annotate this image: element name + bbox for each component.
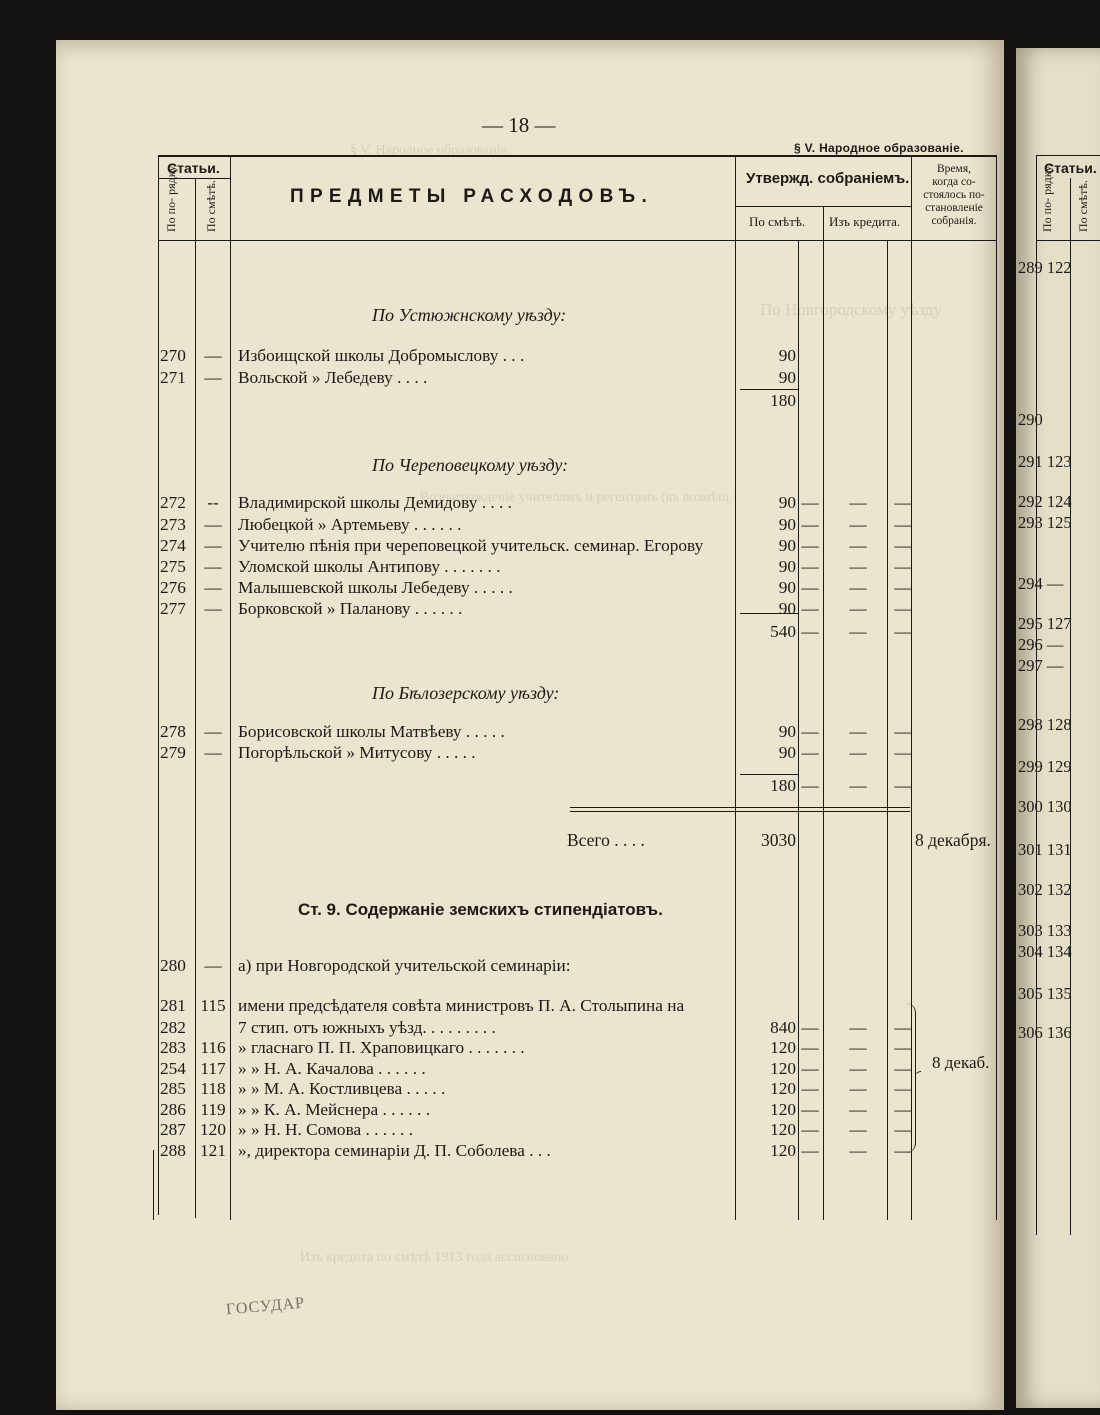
estimate-number: — [204,557,222,576]
row-dash: — [894,578,912,597]
row-amount: 180 [770,776,796,795]
row-description: Вольской » Лебедеву . . . . [238,368,428,387]
row-dash: — [894,622,912,641]
row-dash: — [894,557,912,576]
brace-date: 8 декаб. [932,1053,990,1072]
estimate-number: — [204,599,222,618]
header-time-line: стоялось по- [923,189,985,201]
row-dash: — [801,1079,819,1098]
row-description: Борисовской школы Матвѣеву . . . . . [238,722,505,741]
row-dash: — [849,536,867,555]
row-number: 272 [160,493,186,512]
row-amount: 120 [770,1059,796,1078]
row-dash: — [849,515,867,534]
row-dash: — [849,578,867,597]
expense-row [158,1099,998,1121]
header-time-line: становленіе [925,202,983,214]
section-title: § V. Народное образованіе. [794,141,964,155]
page-number: — 18 — [482,113,556,137]
row-description: » » Н. А. Качалова . . . . . . [238,1059,426,1078]
header-time-line: собранія. [931,215,977,227]
next-page-row: 304 134 [1018,942,1072,961]
row-number: 283 [160,1038,186,1057]
expense-row [158,1058,998,1080]
row-number: 277 [160,599,186,618]
header-time [914,163,994,228]
next-page-row: 297 — [1018,656,1064,675]
header-time-line: Время, [937,163,971,175]
estimate-number: — [204,722,222,741]
row-dash: — [801,776,819,795]
row-dash: — [801,599,819,618]
next-page-row: 303 133 [1018,921,1072,940]
estimate-number: — [204,578,222,597]
row-dash: — [894,1038,912,1057]
row-number: 279 [160,743,186,762]
row-description: Уломской школы Антипову . . . . . . . [238,557,501,576]
row-description: » » Н. Н. Сомова . . . . . . [238,1120,414,1139]
estimate-number: -- [207,493,219,512]
row-dash: — [894,493,912,512]
bleed-through-text: По Новгородскому уѣзду [760,300,942,319]
expense-row [158,995,998,1017]
row-number: 280 [160,956,186,975]
row-description: Малышевской школы Лебедеву . . . . . [238,578,513,597]
row-description: Учителю пѣнія при череповецкой учительск. семинар. Егорову [238,536,704,555]
next-header-po-poryadku: По по- рядку. [1040,163,1054,232]
row-amount: 90 [778,493,796,512]
header-time-line: когда со- [932,176,976,188]
row-amount: 90 [778,515,796,534]
row-description: Владимирской школы Демидову . . . . [238,493,512,512]
row-dash: — [849,599,867,618]
estimate-number: — [204,515,222,534]
row-dash: — [849,1038,867,1057]
expense-row [158,621,998,643]
row-dash: — [801,1059,819,1078]
next-page-row: 294 — [1018,574,1064,593]
expense-row [158,955,998,977]
row-amount: 540 [770,622,796,641]
expense-row [158,742,998,764]
row-dash: — [894,515,912,534]
expense-row [158,721,998,743]
expense-row [158,577,998,599]
expense-row [158,1017,998,1039]
expense-row [158,514,998,536]
estimate-number: 119 [200,1100,226,1119]
total-rule [570,811,910,812]
row-dash: — [894,536,912,555]
row-dash: — [849,743,867,762]
row-dash: — [849,1120,867,1139]
section-heading-cherepovets: По Череповецкому уѣзду: [372,455,569,475]
row-description: 7 стип. отъ южныхъ уѣзд. . . . . . . . . [238,1018,496,1037]
row-amount: 90 [778,722,796,741]
row-dash: — [801,743,819,762]
row-dash: — [801,536,819,555]
row-amount: 90 [778,743,796,762]
header-statyi: Статьи. [167,160,220,176]
library-stamp: ГОСУДАР [225,1294,306,1319]
row-dash: — [849,557,867,576]
row-description: » » К. А. Мейснера . . . . . . [238,1100,431,1119]
row-number: 287 [160,1120,186,1139]
next-page-row: 298 128 [1018,715,1072,734]
row-dash: — [894,1079,912,1098]
expense-row [158,345,998,367]
expense-row [158,1078,998,1100]
row-dash: — [849,776,867,795]
row-number: 278 [160,722,186,741]
estimate-number: — [204,743,222,762]
header-bottom-rule [158,240,996,241]
row-number: 286 [160,1100,186,1119]
row-amount: 90 [778,557,796,576]
row-dash: — [801,493,819,512]
row-description: », директора семинаріи Д. П. Соболева . . . [238,1141,551,1160]
row-amount: 120 [770,1079,796,1098]
row-amount: 840 [770,1018,796,1037]
row-amount: 120 [770,1100,796,1119]
row-number: 275 [160,557,186,576]
row-amount: 120 [770,1141,796,1160]
row-description: » гласнаго П. П. Храповицкаго . . . . . . . [238,1038,525,1057]
next-page-row: 300 130 [1018,797,1072,816]
row-dash: — [801,1038,819,1057]
next-col-divider [1070,178,1071,1235]
next-header-rule [1036,240,1100,241]
row-amount: 180 [770,391,796,410]
row-dash: — [801,1141,819,1160]
row-dash: — [894,776,912,795]
row-dash: — [801,578,819,597]
row-description: Борковской » Паланову . . . . . . [238,599,463,618]
expense-row [158,775,998,797]
row-dash: — [894,1120,912,1139]
section-heading-ustyuzhna: По Устюжнскому уѣзду: [372,305,567,325]
expense-row [158,367,998,389]
row-dash: — [894,1141,912,1160]
estimate-number: — [204,536,222,555]
section-heading-belozersk: По Бѣлозерскому уѣзду: [372,683,560,703]
header-po-poryadku: По по- рядку. [164,163,178,232]
row-dash: — [849,722,867,741]
header-title: ПРЕДМЕТЫ РАСХОДОВЪ. [290,186,654,207]
row-dash: — [801,1120,819,1139]
row-dash: — [801,1100,819,1119]
header-iz-kredita: Изъ кредита. [829,214,901,229]
group-brace [905,1003,916,1153]
expense-row [158,556,998,578]
row-dash: — [894,1018,912,1037]
expense-row [158,598,998,620]
row-dash: — [894,1100,912,1119]
row-dash: — [849,622,867,641]
row-dash: — [849,493,867,512]
row-dash: — [894,1059,912,1078]
estimate-number: 117 [200,1059,226,1078]
row-description: Погорѣльской » Митусову . . . . . [238,743,476,762]
expense-row [158,492,998,514]
row-amount: 90 [778,536,796,555]
row-dash: — [894,722,912,741]
row-number: 285 [160,1079,186,1098]
row-amount: 90 [778,599,796,618]
row-description: » » М. А. Костливцева . . . . . [238,1079,446,1098]
row-number: 282 [160,1018,186,1037]
row-description: Избоищской школы Добромыслову . . . [238,346,525,365]
row-dash: — [801,722,819,741]
row-amount: 90 [778,368,796,387]
next-page-row: 291 123 [1018,452,1072,471]
bleed-through-text: Вознагражденіе учителямъ и регентамъ (въ возмѣщ. [420,490,733,505]
row-number: 273 [160,515,186,534]
row-dash: — [849,1141,867,1160]
next-header-po-smete: По смѣтѣ. [1076,180,1090,232]
next-table-top-rule [1036,155,1100,156]
expense-row [158,535,998,557]
row-description: а) при Новгородской учительской семинаріи: [238,956,571,975]
next-page-row: 301 131 [1018,840,1072,859]
header-approved: Утвержд. собраніемъ. [746,170,910,187]
next-page-row: 292 124 [1018,492,1072,511]
bleed-through-text: Изъ кредита по смѣтѣ 1913 года ассигновано [300,1250,569,1265]
estimate-number: 116 [200,1038,226,1057]
header-po-smete: По смѣтѣ. [749,214,806,229]
row-dash: — [801,557,819,576]
row-amount: 120 [770,1038,796,1057]
next-col-divider [1036,155,1037,1235]
row-number: 271 [160,368,186,387]
expense-row [158,1140,998,1162]
estimate-number: — [204,956,222,975]
row-number: 288 [160,1141,186,1160]
next-page-row: 299 129 [1018,757,1072,776]
row-dash: — [894,599,912,618]
bleed-through-text: § V. Народное образованіе. [350,143,511,158]
article-9-title: Ст. 9. Содержаніе земскихъ стипендіатовъ. [298,900,663,919]
row-dash: — [849,1059,867,1078]
next-page-row: 296 — [1018,635,1064,654]
estimate-number: — [204,346,222,365]
table-top-rule [158,155,996,157]
row-number: 276 [160,578,186,597]
row-number: 281 [160,996,186,1015]
next-page-row: 295 127 [1018,614,1072,633]
header-po-smete-col: По смѣтѣ. [204,180,218,232]
row-description: Любецкой » Артемьеву . . . . . . [238,515,462,534]
next-page-row: 305 135 [1018,984,1072,1003]
row-amount: 90 [778,346,796,365]
estimate-number: 118 [200,1079,226,1098]
total-rule [570,807,910,808]
estimate-number: — [204,368,222,387]
row-number: 270 [160,346,186,365]
estimate-number: 121 [200,1141,226,1160]
row-dash: — [801,515,819,534]
estimate-number: 115 [200,996,226,1015]
next-page-row: 293 125 [1018,513,1072,532]
next-page-row: 306 136 [1018,1023,1072,1042]
next-page-row: 302 132 [1018,880,1072,899]
row-number: 274 [160,536,186,555]
next-page-row: 289 122 [1018,258,1072,277]
row-description: имени предсѣдателя совѣта министровъ П. А. Столыпина на [238,996,685,1015]
expense-row [158,1119,998,1141]
row-dash: — [801,622,819,641]
next-page-fragment [1016,48,1100,1408]
col-divider [153,1150,154,1220]
row-dash: — [849,1018,867,1037]
expense-row [158,390,998,412]
total-label: Всего . . . . [567,830,645,850]
row-dash: — [849,1079,867,1098]
row-number: 254 [160,1059,186,1078]
row-dash: — [894,743,912,762]
row-dash: — [801,1018,819,1037]
expense-row [158,1037,998,1059]
total-date: 8 декабря. [915,830,991,850]
estimate-number: 120 [200,1120,226,1139]
next-page-row: 290 [1018,410,1043,429]
row-dash: — [849,1100,867,1119]
total-value: 3030 [761,830,796,850]
row-amount: 90 [778,578,796,597]
row-amount: 120 [770,1120,796,1139]
next-header-statyi: Статьи. [1044,160,1097,176]
